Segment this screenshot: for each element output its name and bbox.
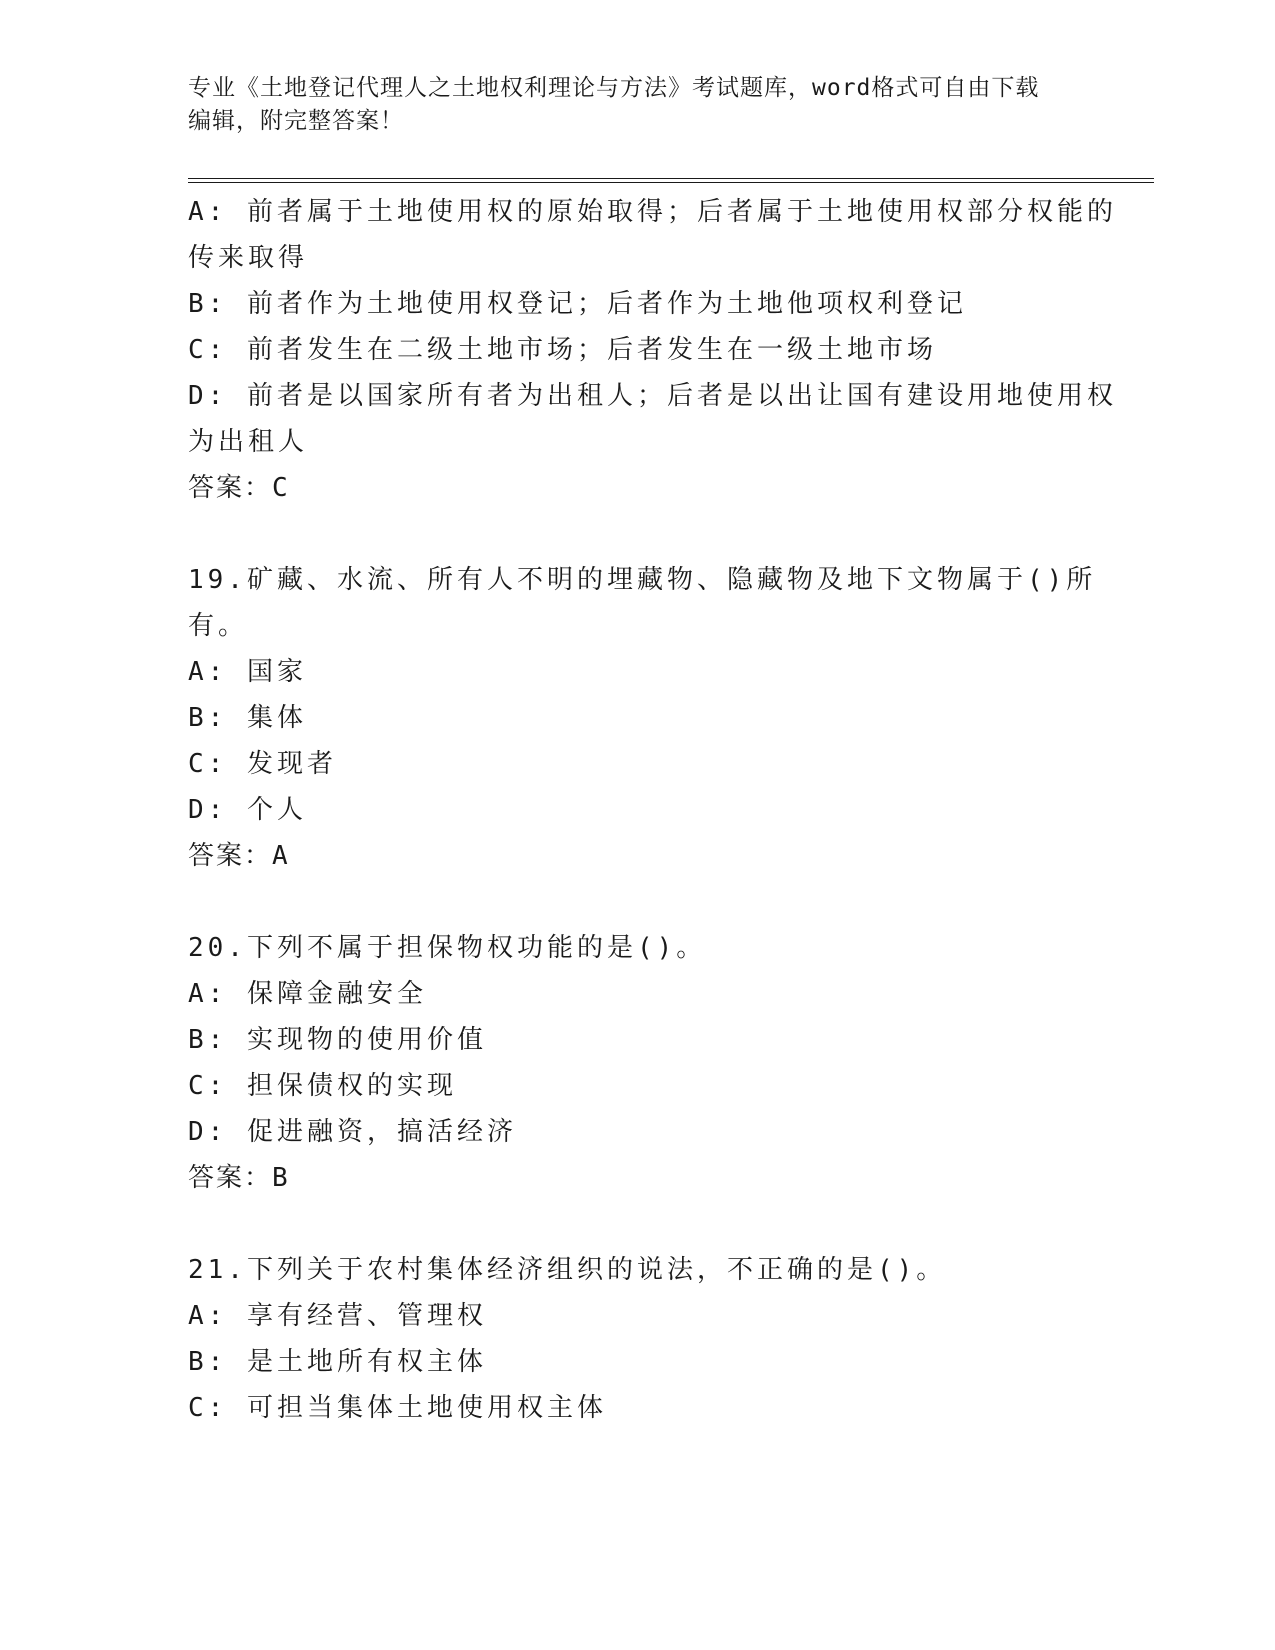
header-line-2: 编辑，附完整答案！ (188, 108, 404, 134)
spacer (188, 879, 1088, 925)
option-a: A: 前者属于土地使用权的原始取得；后者属于土地使用权部分权能的 (188, 197, 1117, 227)
answer: 答案：B (188, 1163, 290, 1193)
option-b: B: 是土地所有权主体 (188, 1347, 487, 1377)
header-rule-bottom (188, 182, 1154, 183)
spacer (188, 1201, 1088, 1247)
option-a: A: 享有经营、管理权 (188, 1301, 487, 1331)
question-stem: 20.下列不属于担保物权功能的是()。 (188, 933, 707, 963)
answer: 答案：A (188, 841, 290, 871)
option-a: A: 国家 (188, 657, 307, 687)
option-c: C: 发现者 (188, 749, 337, 779)
option-d: D: 个人 (188, 795, 307, 825)
option-b: B: 实现物的使用价值 (188, 1025, 487, 1055)
question-19 (188, 557, 1097, 879)
question-stem-continued: 有。 (188, 611, 249, 641)
option-a: A: 保障金融安全 (188, 979, 427, 1009)
question-21 (188, 1247, 1088, 1431)
option-c: C: 前者发生在二级土地市场；后者发生在一级土地市场 (188, 335, 937, 365)
question-20 (188, 925, 1088, 1201)
question-content (188, 189, 1117, 1431)
document-header (188, 72, 1088, 138)
option-c: C: 担保债权的实现 (188, 1071, 457, 1101)
answer: 答案：C (188, 473, 290, 503)
option-c: C: 可担当集体土地使用权主体 (188, 1393, 607, 1423)
header-rule-top (188, 178, 1154, 179)
question-18 (188, 189, 1117, 511)
option-a-continued: 传来取得 (188, 243, 309, 273)
option-d: D: 前者是以国家所有者为出租人；后者是以出让国有建设用地使用权 (188, 381, 1117, 411)
spacer (188, 511, 1088, 557)
header-line-1: 专业《土地登记代理人之土地权利理论与方法》考试题库，word格式可自由下载 (188, 75, 1040, 101)
option-d: D: 促进融资，搞活经济 (188, 1117, 517, 1147)
question-stem: 19.矿藏、水流、所有人不明的埋藏物、隐藏物及地下文物属于()所 (188, 565, 1097, 595)
option-b: B: 前者作为土地使用权登记；后者作为土地他项权利登记 (188, 289, 967, 319)
question-stem: 21.下列关于农村集体经济组织的说法，不正确的是()。 (188, 1255, 947, 1285)
option-d-continued: 为出租人 (188, 427, 309, 457)
option-b: B: 集体 (188, 703, 307, 733)
